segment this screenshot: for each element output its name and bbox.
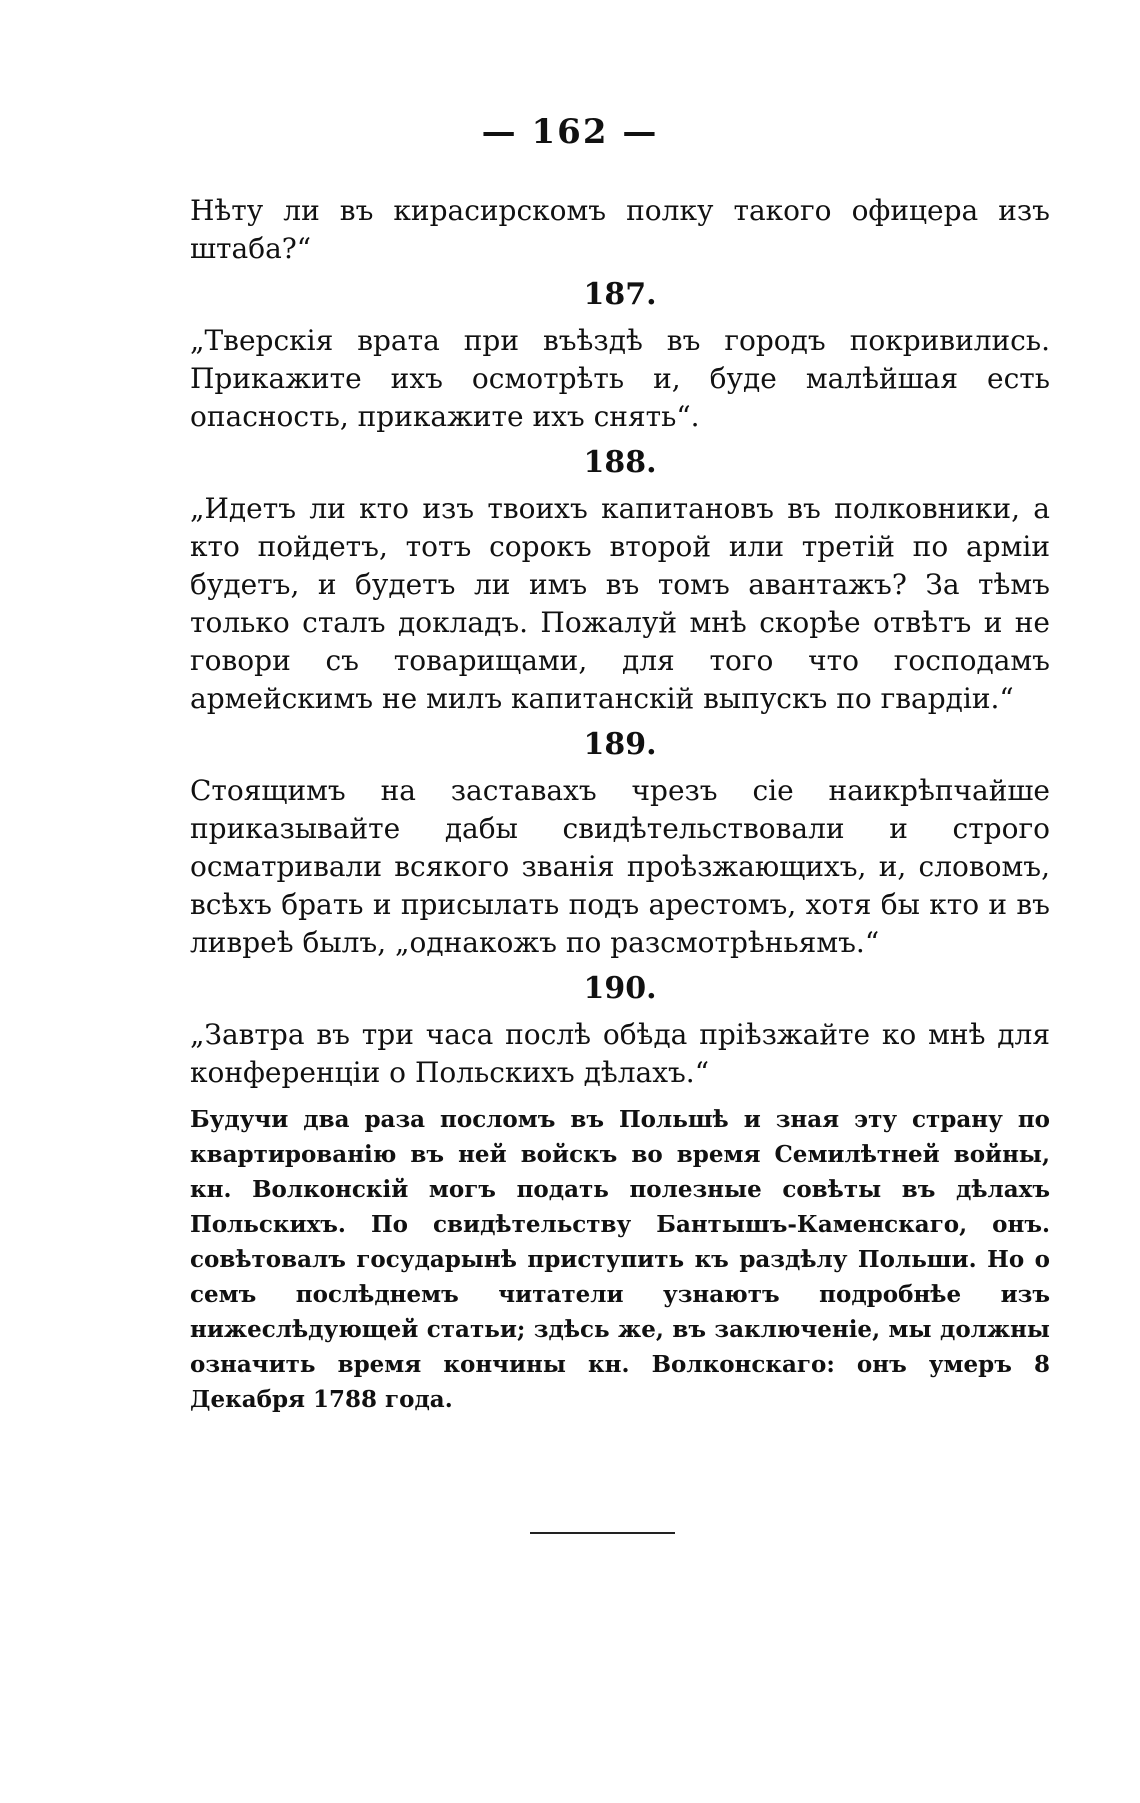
intro-paragraph: Нѣту ли въ кирасирскомъ полку такого офицера изъ штаба?“ xyxy=(190,194,1050,265)
entry-number: 189. xyxy=(583,727,657,762)
commentary-paragraph: Будучи два раза посломъ въ Польшѣ и зная эту страну по квартированію въ ней войскъ во время Семилѣтней войны, кн. Волконскій могъ подать полезные совѣты въ дѣлахъ Польскихъ. По свидѣтельству Бантышъ-Каменскаго, онъ. совѣтовалъ государынѣ приступить къ раздѣлу Польши. Но о семъ послѣднемъ читатели узнаютъ подробнѣе изъ нижеслѣдующей статьи; здѣсь же, въ заключеніе, мы должны означить время кончины кн. Волконскаго: онъ умеръ 8 Декабря 1788 года. xyxy=(190,1106,1050,1413)
entry-188 xyxy=(190,436,1050,718)
page-number: — 162 — xyxy=(481,112,659,152)
text-column xyxy=(190,192,1050,1417)
entry-187 xyxy=(190,268,1050,436)
entry-190 xyxy=(190,962,1050,1092)
entry-text: „Тверскія врата при въѣздѣ въ городъ покривились. Прикажите ихъ осмотрѣть и, буде малѣйшая есть опасность, прикажите ихъ снять“. xyxy=(190,324,1050,433)
entry-number: 188. xyxy=(583,445,657,480)
entry-text: „Завтра въ три часа послѣ обѣда пріѣзжайте ко мнѣ для конференціи о Польскихъ дѣлахъ.“ xyxy=(190,1018,1050,1089)
entry-number: 187. xyxy=(583,277,657,312)
entry-189 xyxy=(190,718,1050,962)
entry-text: Стоящимъ на заставахъ чрезъ сіе наикрѣпчайше приказывайте дабы свидѣтельствовали и строго осматривали всякого званія проѣзжающихъ, и, словомъ, всѣхъ брать и присылать подъ арестомъ, хотя бы кто и въ ливреѣ былъ, „однакожъ по разсмотрѣньямъ.“ xyxy=(190,774,1050,959)
entry-number: 190. xyxy=(583,971,657,1006)
closing-rule xyxy=(530,1532,675,1534)
entry-text: „Идетъ ли кто изъ твоихъ капитановъ въ полковники, а кто пойдетъ, тотъ сорокъ второй или третій по арміи будетъ, и будетъ ли имъ въ томъ авантажъ? За тѣмъ только сталъ докладъ. Пожалуй мнѣ скорѣе отвѣтъ и не говори съ товарищами, для того что господамъ армейскимъ не милъ капитанскій выпускъ по гвардіи.“ xyxy=(190,492,1050,715)
